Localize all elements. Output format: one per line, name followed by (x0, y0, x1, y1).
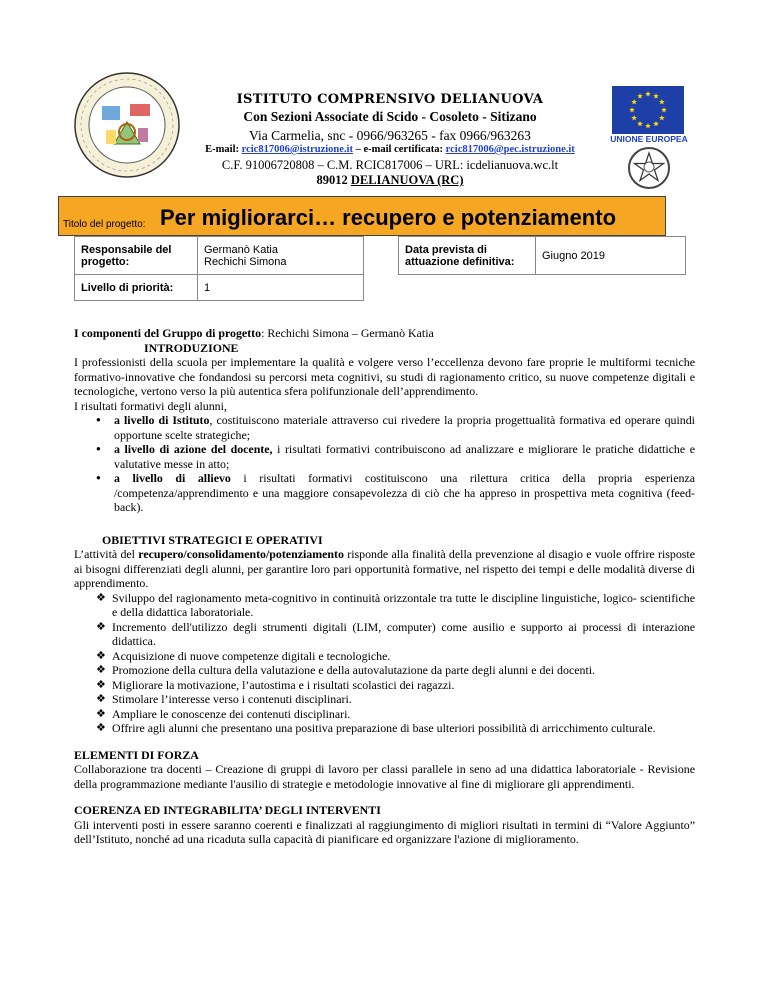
project-title: Per migliorarci… recupero e potenziamento (160, 205, 617, 230)
eu-flag-icon (612, 86, 684, 134)
level-bold: a livello di Istituto (114, 413, 210, 427)
levels-list (74, 413, 695, 515)
level-text: , costituiscono materiale attraverso cui rivedere la propria progettualità formativa ed operare quindi opportune scelte strategiche; (114, 413, 695, 442)
eu-label: UNIONE EUROPEA (610, 134, 688, 144)
risultati-intro: I risultati formativi degli alunni, (74, 398, 227, 413)
email-link[interactable]: rcic817006@istruzione.it (241, 144, 353, 155)
forza-heading: ELEMENTI DI FORZA (74, 747, 199, 762)
list-item (74, 442, 695, 471)
school-sections: Con Sezioni Associate di Scido - Cosoleto - Sitizano (243, 109, 537, 124)
list-item: ❖ Stimolare l’interesse verso i contenuti disciplinari. (74, 692, 695, 707)
componenti-names: : Rechichi Simona – Germanò Katia (261, 326, 434, 340)
list-item: ❖ Incremento dell'utilizzo degli strumenti digitali (LIM, computer) come ausilio e supporto ai processi di interazione didattica. (74, 620, 695, 649)
intro-heading: INTRODUZIONE (144, 340, 239, 355)
list-item: ❖ Acquisizione di nuove competenze digitali e tecnologiche. (74, 649, 695, 664)
school-logo-icon (72, 70, 182, 180)
obiettivi-text (74, 547, 695, 591)
list-item (74, 471, 695, 515)
school-email-line (180, 144, 600, 155)
intro-text: I professionisti della scuola per implementare la qualità e volgere verso l’eccellenza devono fare proprie le multiformi tecniche formativo-innovative che fondandosi su percorsi meta cognitivi, su studi di ragionamento critico, su nuove competenze digitali e tecnologiche, vertono verso la più autentica sfera polifunzionale dell’apprendimento. (74, 355, 695, 398)
responsabile-value (198, 237, 364, 275)
level-text: i risultati formativi contribuiscono ad analizzare e migliorare le pratiche didattiche e valutative messe in atto; (114, 442, 695, 471)
level-text: i risultati formativi costituiscono una rilettura critica della propria esperienza /competenza/apprendimento e una maggiore consapevolezza di ciò che ha appreso in prospettiva meta cognitiva (feed-back). (114, 471, 696, 514)
level-bold: a livello di azione del docente, (114, 442, 273, 456)
componenti-line (74, 326, 695, 341)
list-item (74, 413, 695, 442)
obiettivi-post: risponde alla finalità della prevenzione al disagio e vuole offrire risposte ai bisogni differenziati degli alunni, per garantire loro pari opportunità formative, nel rispetto dei tempi e delle modalità diverse di apprendimento. (74, 547, 695, 590)
list-item: ❖ Promozione della cultura della valutazione e della autovalutazione da parte degli alunni e dei docenti. (74, 663, 695, 678)
list-item: ❖ Migliorare la motivazione, l’autostima e i risultati scolastici dei ragazzi. (74, 678, 695, 693)
email-label: E-mail: (205, 144, 242, 155)
school-city-line (180, 173, 600, 188)
project-title-bar (58, 196, 666, 236)
coerenza-heading: COERENZA ED INTEGRABILITA’ DEGLI INTERVENTI (74, 803, 381, 817)
list-item: ❖ Sviluppo del ragionamento meta-cognitivo in continuità orizzontale tra tutte le discipline linguistiche, logico- scientifiche e della didattica laboratoriale. (74, 591, 695, 620)
objectives-list (74, 591, 695, 736)
responsabile-2: Rechichi Simona (204, 255, 287, 268)
data-label: Data prevista di attuazione definitiva: (399, 237, 536, 275)
coerenza-text: Gli interventi posti in essere saranno coerenti e finalizzati al raggiungimento di migliori risultati in termini di “Valore Aggiunto” dell’Istituto, nonché ad una ricaduta sulla capacità di pianificare ed organizzare l'azione di miglioramento. (74, 817, 695, 846)
project-info-table (74, 236, 364, 301)
project-title-label: Titolo del progetto: (63, 219, 146, 230)
responsabile-1: Germanò Katia (204, 243, 278, 256)
responsabile-label: Responsabile del progetto: (75, 237, 198, 275)
school-address: Via Carmelia, snc - 0966/963265 - fax 0966/963263 (249, 128, 531, 143)
obiettivi-bold: recupero/consolidamento/potenziamento (138, 547, 344, 561)
obiettivi-heading: OBIETTIVI STRATEGICI E OPERATIVI (102, 532, 323, 547)
priorita-label: Livello di priorità: (75, 275, 198, 301)
obiettivi-pre: L’attività del (74, 547, 139, 561)
priorita-value: 1 (198, 275, 364, 301)
project-date-table (398, 236, 686, 275)
document-body (74, 326, 695, 847)
city: DELIANUOVA (RC) (350, 173, 464, 187)
level-bold: a livello di allievo (114, 471, 231, 485)
pec-link[interactable]: rcic817006@pec.istruzione.it (445, 144, 575, 155)
list-item: ❖ Ampliare le conoscenze dei contenuti disciplinari. (74, 707, 695, 722)
componenti-label: I componenti del Gruppo di progetto (74, 326, 262, 340)
school-name: ISTITUTO COMPRENSIVO DELIANUOVA (236, 92, 544, 107)
forza-text: Collaborazione tra docenti – Creazione di gruppi di lavoro per classi parallele in seno ad una didattica laboratoriale - Revisione della programmazione mediante l'ausilio di strategie e metodologie innovative al fine di migliorare gli apprendimenti. (74, 762, 695, 791)
list-item: ❖ Offrire agli alunni che presentano una positiva preparazione di base ulteriori possibilità di arricchimento culturale. (74, 721, 695, 736)
data-value: Giugno 2019 (536, 237, 686, 275)
school-codes: C.F. 91006720808 – C.M. RCIC817006 – URL: icdelianuova.wc.lt (221, 158, 559, 172)
italian-emblem-icon (626, 145, 672, 191)
pec-label: – e-mail certificata: (352, 144, 446, 155)
postcode: 89012 (316, 173, 351, 187)
